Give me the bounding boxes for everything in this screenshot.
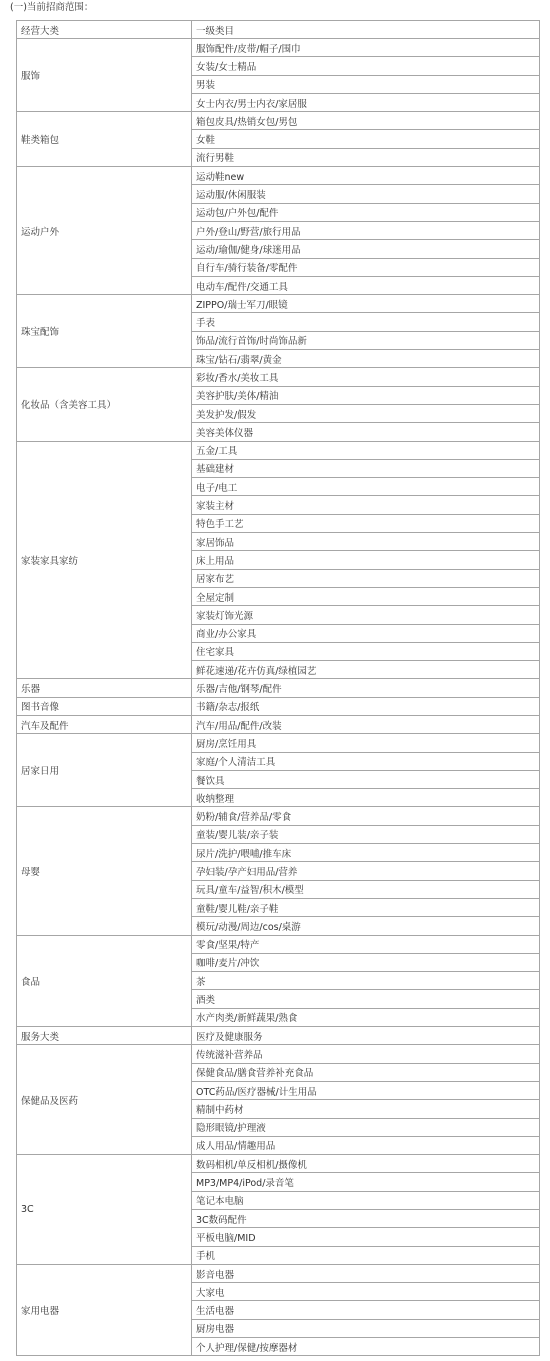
primary-category-cell: 男装 — [192, 75, 540, 93]
business-category-cell: 运动户外 — [17, 167, 192, 295]
section-heading: (一)当前招商范围： — [10, 2, 94, 13]
primary-category-cell: 成人用品/情趣用品 — [192, 1136, 540, 1154]
primary-category-cell: 家装主材 — [192, 496, 540, 514]
primary-category-cell: 流行男鞋 — [192, 148, 540, 166]
primary-category-cell: 自行车/骑行装备/零配件 — [192, 258, 540, 276]
primary-category-cell: 平板电脑/MID — [192, 1228, 540, 1246]
primary-category-cell: 女鞋 — [192, 130, 540, 148]
primary-category-cell: 手表 — [192, 313, 540, 331]
primary-category-cell: 水产肉类/新鲜蔬果/熟食 — [192, 1008, 540, 1026]
primary-category-cell: 酒类 — [192, 990, 540, 1008]
primary-category-cell: 电动车/配件/交通工具 — [192, 276, 540, 294]
primary-category-cell: 鲜花速递/花卉仿真/绿植园艺 — [192, 661, 540, 679]
primary-category-cell: 运动/瑜伽/健身/球迷用品 — [192, 240, 540, 258]
primary-category-cell: 床上用品 — [192, 551, 540, 569]
primary-category-cell: 传统滋补营养品 — [192, 1045, 540, 1063]
primary-category-cell: 基础建材 — [192, 459, 540, 477]
primary-category-cell: MP3/MP4/iPod/录音笔 — [192, 1173, 540, 1191]
primary-category-cell: 保健食品/膳食营养补充食品 — [192, 1063, 540, 1081]
business-category-cell: 鞋类箱包 — [17, 112, 192, 167]
table-row — [17, 679, 540, 697]
primary-category-cell: 咖啡/麦片/冲饮 — [192, 953, 540, 971]
column-header-business-category: 经营大类 — [17, 21, 192, 39]
primary-category-cell: 户外/登山/野营/旅行用品 — [192, 221, 540, 239]
primary-category-cell: 珠宝/钻石/翡翠/黄金 — [192, 350, 540, 368]
primary-category-cell: 精制中药材 — [192, 1100, 540, 1118]
primary-category-cell: 女装/女士精品 — [192, 57, 540, 75]
primary-category-cell: 服饰配件/皮带/帽子/围巾 — [192, 39, 540, 57]
primary-category-cell: 电子/电工 — [192, 478, 540, 496]
primary-category-cell: 个人护理/保健/按摩器材 — [192, 1338, 540, 1356]
primary-category-cell: 五金/工具 — [192, 441, 540, 459]
business-category-cell: 居家日用 — [17, 734, 192, 807]
primary-category-cell: 模玩/动漫/周边/cos/桌游 — [192, 917, 540, 935]
primary-category-cell: 笔记本电脑 — [192, 1191, 540, 1209]
primary-category-cell: 运动鞋new — [192, 167, 540, 185]
primary-category-cell: 特色手工艺 — [192, 514, 540, 532]
primary-category-cell: 童装/婴儿装/亲子装 — [192, 825, 540, 843]
table-row — [17, 441, 540, 459]
column-header-primary-category: 一级类目 — [192, 21, 540, 39]
primary-category-cell: 零食/坚果/特产 — [192, 935, 540, 953]
table-row — [17, 295, 540, 313]
business-category-cell: 汽车及配件 — [17, 715, 192, 733]
business-category-cell: 食品 — [17, 935, 192, 1026]
primary-category-cell: 运动服/休闲服装 — [192, 185, 540, 203]
primary-category-cell: 家装灯饰光源 — [192, 606, 540, 624]
primary-category-cell: 美容美体仪器 — [192, 423, 540, 441]
primary-category-cell: 乐器/吉他/钢琴/配件 — [192, 679, 540, 697]
primary-category-cell: 家居饰品 — [192, 533, 540, 551]
business-category-cell: 3C — [17, 1155, 192, 1265]
primary-category-cell: 收纳整理 — [192, 789, 540, 807]
table-row — [17, 1155, 540, 1173]
business-category-cell: 乐器 — [17, 679, 192, 697]
primary-category-cell: 餐饮具 — [192, 770, 540, 788]
table-row — [17, 697, 540, 715]
primary-category-cell: 童鞋/婴儿鞋/亲子鞋 — [192, 898, 540, 916]
table-row — [17, 734, 540, 752]
business-category-cell: 服务大类 — [17, 1027, 192, 1045]
primary-category-cell: ZIPPO/瑞士军刀/眼镜 — [192, 295, 540, 313]
primary-category-cell: 孕妇装/孕产妇用品/营养 — [192, 862, 540, 880]
primary-category-cell: 奶粉/辅食/营养品/零食 — [192, 807, 540, 825]
category-table — [16, 20, 540, 1356]
primary-category-cell: 茶 — [192, 972, 540, 990]
primary-category-cell: 生活电器 — [192, 1301, 540, 1319]
business-category-cell: 家用电器 — [17, 1264, 192, 1355]
table-body — [17, 39, 540, 1356]
business-category-cell: 保健品及医药 — [17, 1045, 192, 1155]
primary-category-cell: 隐形眼镜/护理液 — [192, 1118, 540, 1136]
table-row — [17, 807, 540, 825]
primary-category-cell: 家庭/个人清洁工具 — [192, 752, 540, 770]
table-header-row — [17, 21, 540, 39]
primary-category-cell: 箱包皮具/热销女包/男包 — [192, 112, 540, 130]
primary-category-cell: 饰品/流行首饰/时尚饰品新 — [192, 331, 540, 349]
primary-category-cell: 全屋定制 — [192, 587, 540, 605]
primary-category-cell: 厨房/烹饪用具 — [192, 734, 540, 752]
primary-category-cell: 美容护肤/美体/精油 — [192, 386, 540, 404]
primary-category-cell: 影音电器 — [192, 1264, 540, 1282]
business-category-cell: 服饰 — [17, 39, 192, 112]
primary-category-cell: 运动包/户外包/配件 — [192, 203, 540, 221]
table-row — [17, 1027, 540, 1045]
business-category-cell: 母婴 — [17, 807, 192, 935]
primary-category-cell: 商业/办公家具 — [192, 624, 540, 642]
primary-category-cell: 尿片/洗护/喂哺/推车床 — [192, 844, 540, 862]
table-row — [17, 39, 540, 57]
business-category-cell: 图书音像 — [17, 697, 192, 715]
primary-category-cell: 住宅家具 — [192, 642, 540, 660]
primary-category-cell: 玩具/童车/益智/积木/模型 — [192, 880, 540, 898]
table-row — [17, 112, 540, 130]
table-row — [17, 368, 540, 386]
table-row — [17, 715, 540, 733]
table-row — [17, 1264, 540, 1282]
primary-category-cell: OTC药品/医疗器械/计生用品 — [192, 1081, 540, 1099]
business-category-cell: 珠宝配饰 — [17, 295, 192, 368]
primary-category-cell: 3C数码配件 — [192, 1210, 540, 1228]
table-row — [17, 167, 540, 185]
primary-category-cell: 汽车/用品/配件/改装 — [192, 715, 540, 733]
primary-category-cell: 数码相机/单反相机/摄像机 — [192, 1155, 540, 1173]
table-row — [17, 1045, 540, 1063]
primary-category-cell: 手机 — [192, 1246, 540, 1264]
primary-category-cell: 大家电 — [192, 1283, 540, 1301]
primary-category-cell: 美发护发/假发 — [192, 404, 540, 422]
business-category-cell: 家装家具家纺 — [17, 441, 192, 679]
primary-category-cell: 书籍/杂志/报纸 — [192, 697, 540, 715]
primary-category-cell: 厨房电器 — [192, 1319, 540, 1337]
business-category-cell: 化妆品（含美容工具） — [17, 368, 192, 441]
primary-category-cell: 女士内衣/男士内衣/家居服 — [192, 93, 540, 111]
primary-category-cell: 彩妆/香水/美妆工具 — [192, 368, 540, 386]
primary-category-cell: 医疗及健康服务 — [192, 1027, 540, 1045]
primary-category-cell: 居家布艺 — [192, 569, 540, 587]
table-row — [17, 935, 540, 953]
